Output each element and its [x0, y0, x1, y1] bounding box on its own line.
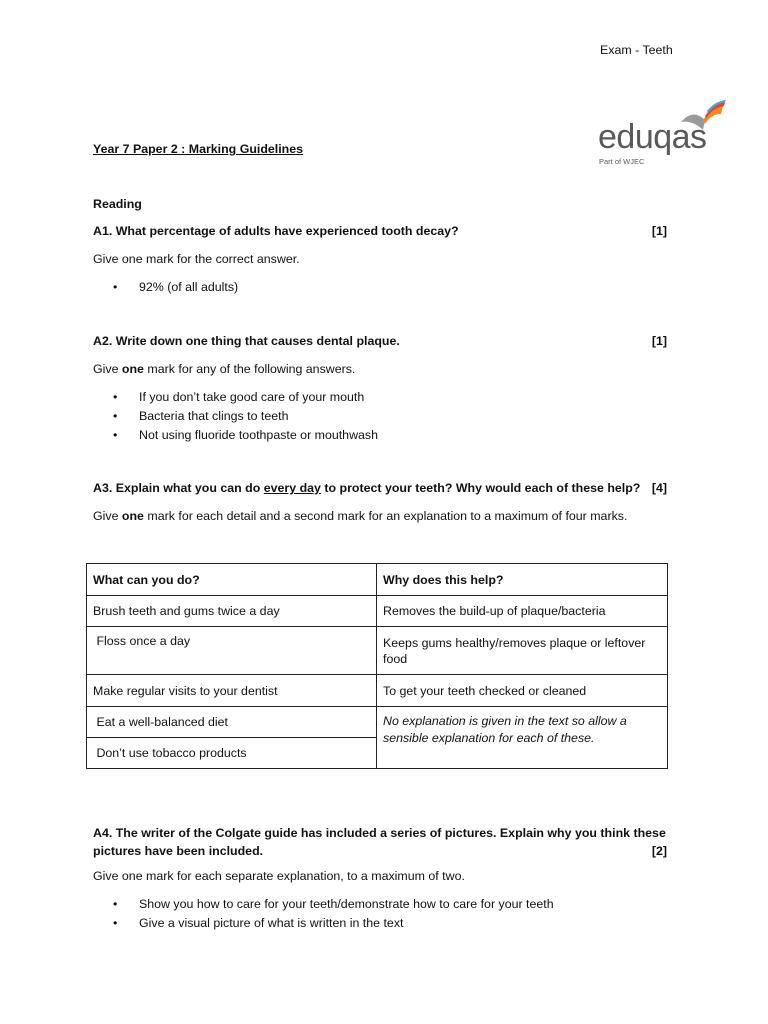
- a2-instruction: [93, 362, 673, 376]
- table-cell: To get your teeth checked or cleaned: [377, 675, 668, 707]
- table-row: [87, 707, 668, 738]
- page-title: Year 7 Paper 2 : Marking Guidelines: [93, 142, 304, 156]
- table-cell: Floss once a day: [87, 627, 377, 675]
- table-cell: Removes the build-up of plaque/bacteria: [377, 596, 668, 627]
- list-item: • Show you how to care for your teeth/demonstrate how to care for your teeth: [93, 897, 554, 916]
- question-a3-marks: [4]: [651, 481, 667, 495]
- question-a3-text: [93, 481, 640, 495]
- a2-answer-list: [93, 390, 378, 447]
- a3-marking-table: [86, 563, 668, 769]
- list-item: • 92% (of all adults): [93, 280, 238, 299]
- table-header-cell: Why does this help?: [377, 564, 668, 596]
- list-item: • Not using fluoride toothpaste or mouthwash: [93, 428, 378, 447]
- question-a1-text: A1. What percentage of adults have experienced tooth decay?: [93, 224, 459, 238]
- table-row: [87, 627, 668, 675]
- list-item: • Bacteria that clings to teeth: [93, 409, 378, 428]
- a3-instruction-post: mark for each detail and a second mark for an explanation to a maximum of four marks.: [143, 509, 628, 523]
- table-cell: Make regular visits to your dentist: [87, 675, 377, 707]
- question-a4-marks: [2]: [651, 844, 667, 858]
- logo-wordmark: eduqas: [598, 118, 707, 156]
- table-cell: Keeps gums healthy/removes plaque or leftover food: [377, 627, 668, 675]
- eduqas-logo: [598, 100, 728, 170]
- question-a2-marks: [1]: [651, 334, 667, 348]
- question-a4-line2: [93, 842, 667, 860]
- a3-question-underline: every day: [263, 481, 321, 495]
- header-exam-title: Exam - Teeth: [600, 43, 673, 57]
- list-item: • Give a visual picture of what is written in the text: [93, 916, 554, 935]
- table-row: [87, 675, 668, 707]
- table-cell: No explanation is given in the text so allow a sensible explanation for each of these.: [377, 707, 668, 769]
- question-a4: [93, 824, 667, 860]
- a1-instruction: Give one mark for the correct answer.: [93, 252, 300, 266]
- table-cell: Don’t use tobacco products: [87, 738, 377, 769]
- table-header-row: [87, 564, 668, 596]
- a3-instruction-bold: one: [121, 509, 144, 523]
- question-a2-text: A2. Write down one thing that causes dental plaque.: [93, 334, 400, 348]
- question-a1-marks: [1]: [651, 224, 667, 238]
- logo-subtitle: Part of WJEC: [599, 157, 645, 166]
- a4-answer-list: [93, 897, 554, 935]
- question-a1: [93, 224, 667, 238]
- table-row: [87, 596, 668, 627]
- a2-instruction-post: mark for any of the following answers.: [143, 362, 356, 376]
- a4-instruction: Give one mark for each separate explanation, to a maximum of two.: [93, 869, 465, 883]
- question-a3: [93, 481, 667, 495]
- a2-instruction-bold: one: [121, 362, 144, 376]
- section-heading: Reading: [93, 197, 142, 211]
- a2-instruction-pre: Give: [93, 362, 122, 376]
- list-item: • If you don’t take good care of your mouth: [93, 390, 378, 409]
- a3-instruction-pre: Give: [93, 509, 122, 523]
- table-cell: Eat a well-balanced diet: [87, 707, 377, 738]
- table-header-cell: What can you do?: [87, 564, 377, 596]
- a3-question-pre: A3. Explain what you can do: [93, 481, 264, 495]
- question-a4-line1: A4. The writer of the Colgate guide has included a series of pictures. Explain why you think these: [93, 826, 666, 840]
- a1-answer-list: [93, 280, 238, 299]
- table-cell: Brush teeth and gums twice a day: [87, 596, 377, 627]
- question-a2: [93, 334, 667, 348]
- a3-instruction: [93, 509, 673, 523]
- question-a4-line2-text: pictures have been included.: [93, 844, 264, 858]
- a3-question-post: to protect your teeth? Why would each of these help?: [320, 481, 641, 495]
